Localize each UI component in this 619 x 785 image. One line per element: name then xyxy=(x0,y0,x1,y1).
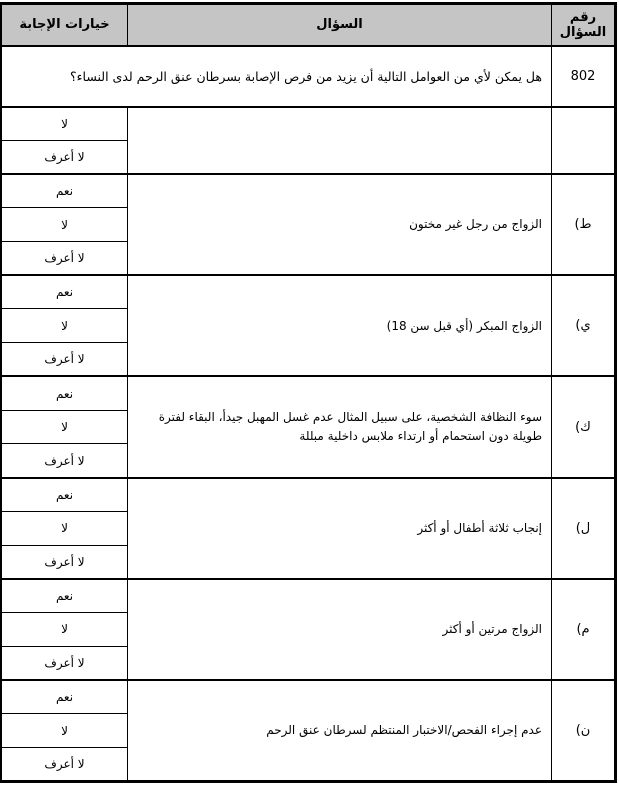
sub-question-cell: الزواج من رجل غير مختون xyxy=(128,174,552,275)
questionnaire-table xyxy=(0,2,617,783)
answer-option-cell: نعم xyxy=(1,174,128,208)
answer-row xyxy=(1,680,616,714)
answer-option-cell: لا xyxy=(1,107,128,141)
header-question: السؤال xyxy=(128,4,552,46)
main-question-row xyxy=(1,46,616,107)
question-letter-cell xyxy=(552,107,616,174)
answer-row xyxy=(1,107,616,141)
question-number-cell: 802 xyxy=(552,46,616,107)
question-letter-cell: ل) xyxy=(552,478,616,579)
answer-option-cell: لا أعرف xyxy=(1,140,128,174)
answer-option-cell: لا xyxy=(1,410,128,444)
answer-option-cell: نعم xyxy=(1,275,128,309)
question-letter-cell: ي) xyxy=(552,275,616,376)
question-letter-cell: ط) xyxy=(552,174,616,275)
answer-option-cell: لا xyxy=(1,309,128,343)
table-header-row xyxy=(1,4,616,46)
sub-question-cell xyxy=(128,107,552,174)
answer-option-cell: لا أعرف xyxy=(1,444,128,478)
sub-question-cell: عدم إجراء الفحص/الاختبار المنتظم لسرطان عنق الرحم xyxy=(128,680,552,781)
answer-row xyxy=(1,376,616,410)
answer-option-cell: نعم xyxy=(1,680,128,714)
answer-option-cell: لا xyxy=(1,511,128,545)
question-letter-cell: ن) xyxy=(552,680,616,781)
sub-question-cell: الزواج المبكر (أي قبل سن 18) xyxy=(128,275,552,376)
sub-question-cell: الزواج مرتين أو أكثر xyxy=(128,579,552,680)
answer-option-cell: لا أعرف xyxy=(1,545,128,579)
answer-row xyxy=(1,579,616,613)
question-letter-cell: م) xyxy=(552,579,616,680)
answer-option-cell: لا xyxy=(1,714,128,748)
answer-option-cell: لا أعرف xyxy=(1,646,128,680)
answer-option-cell: لا xyxy=(1,613,128,647)
answer-option-cell: نعم xyxy=(1,376,128,410)
header-answer-options: خيارات الإجابة xyxy=(1,4,128,46)
sub-question-cell: سوء النظافة الشخصية، على سبيل المثال عدم غسل المهبل جيدأ، البقاء لفترة طويلة دون استحمام أو ارتداء ملابس داخلية مبللة xyxy=(128,376,552,477)
answer-row xyxy=(1,174,616,208)
answer-option-cell: نعم xyxy=(1,579,128,613)
answer-row xyxy=(1,478,616,512)
sub-question-cell: إنجاب ثلاثة أطفال أو أكثر xyxy=(128,478,552,579)
answer-option-cell: لا أعرف xyxy=(1,748,128,782)
answer-option-cell: لا أعرف xyxy=(1,343,128,377)
answer-option-cell: نعم xyxy=(1,478,128,512)
answer-option-cell: لا xyxy=(1,208,128,242)
answer-option-cell: لا أعرف xyxy=(1,242,128,276)
answer-row xyxy=(1,275,616,309)
question-letter-cell: ك) xyxy=(552,376,616,477)
header-question-number: رقم السؤال xyxy=(552,4,616,46)
main-question-cell: هل يمكن لأي من العوامل التالية أن يزيد من فرص الإصابة بسرطان عنق الرحم لدى النساء؟ xyxy=(1,46,552,107)
